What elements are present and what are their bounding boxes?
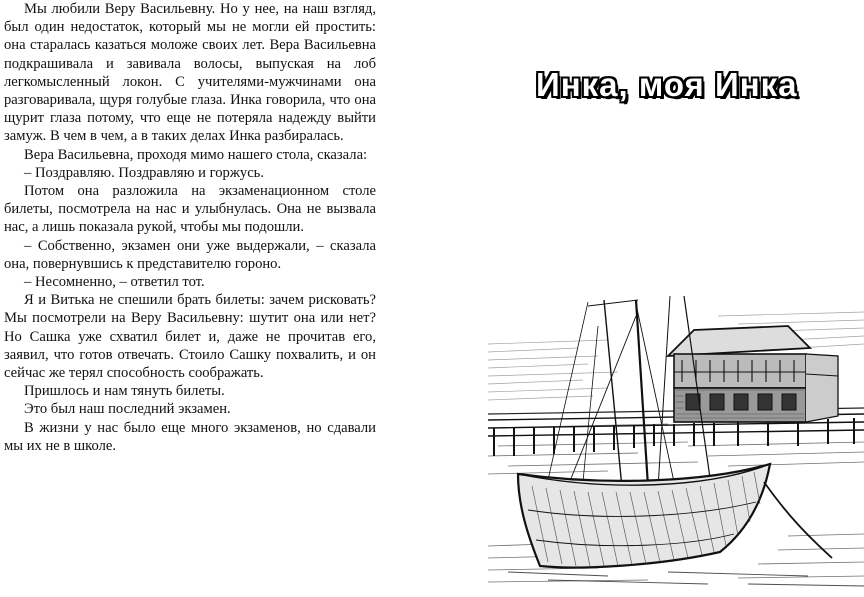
chapter-title: Инка, моя Инка bbox=[536, 66, 798, 103]
paragraph: Вера Васильевна, проходя мимо нашего стола, сказала: bbox=[24, 146, 368, 163]
paragraph: Мы любили Веру Васильевну. Но у нее, на наш взгляд, был один недостаток, который мы не могли ей простить: она старалась казаться моложе своих лет. Вера Васильевна подкрашивала и завивала волосы, выпуская на лоб легкомысленный локон. С учителями-мужчинами она разговаривала, щуря голубые глаза. Инка говорила, что она щурит глаза потому, что еще не потеряла надежду выйти замуж. В чем в чем, а в таких делах Инка разбиралась. bbox=[4, 1, 376, 145]
paragraph: В жизни у нас было еще много экзаменов, но сдавали мы их не в школе. bbox=[4, 419, 376, 454]
paragraph: Я и Витька не спешили брать билеты: зачем рисковать? Мы посмотрели на Веру Васильевну: шутит она или нет? Но Сашка уже схватил билет и, даже не прочитав его, заявил, что готов отвечать. Стоило Сашку похвалить, и он сейчас же терял способность соображать. bbox=[4, 292, 376, 382]
paragraph: Пришлось и нам тянуть билеты. bbox=[24, 383, 225, 400]
sailboat-pier-sketch-icon bbox=[488, 296, 864, 592]
paragraph: – Поздравляю. Поздравляю и горжусь. bbox=[24, 164, 264, 181]
paragraph: Это был наш последний экзамен. bbox=[24, 401, 231, 418]
paragraph: Потом она разложила на экзаменационном столе билеты, посмотрела на нас и улыбнулась. Она не вызвала нас, а лишь показала рукой, чтобы мы подошли. bbox=[4, 183, 376, 236]
paragraph: – Собственно, экзамен они уже выдержали, – сказала она, повернувшись к представителю гороно. bbox=[4, 237, 376, 272]
right-page bbox=[436, 0, 864, 596]
paragraph: – Несомненно, – ответил тот. bbox=[24, 274, 205, 291]
left-page bbox=[4, 0, 376, 596]
story-text bbox=[4, 0, 376, 455]
